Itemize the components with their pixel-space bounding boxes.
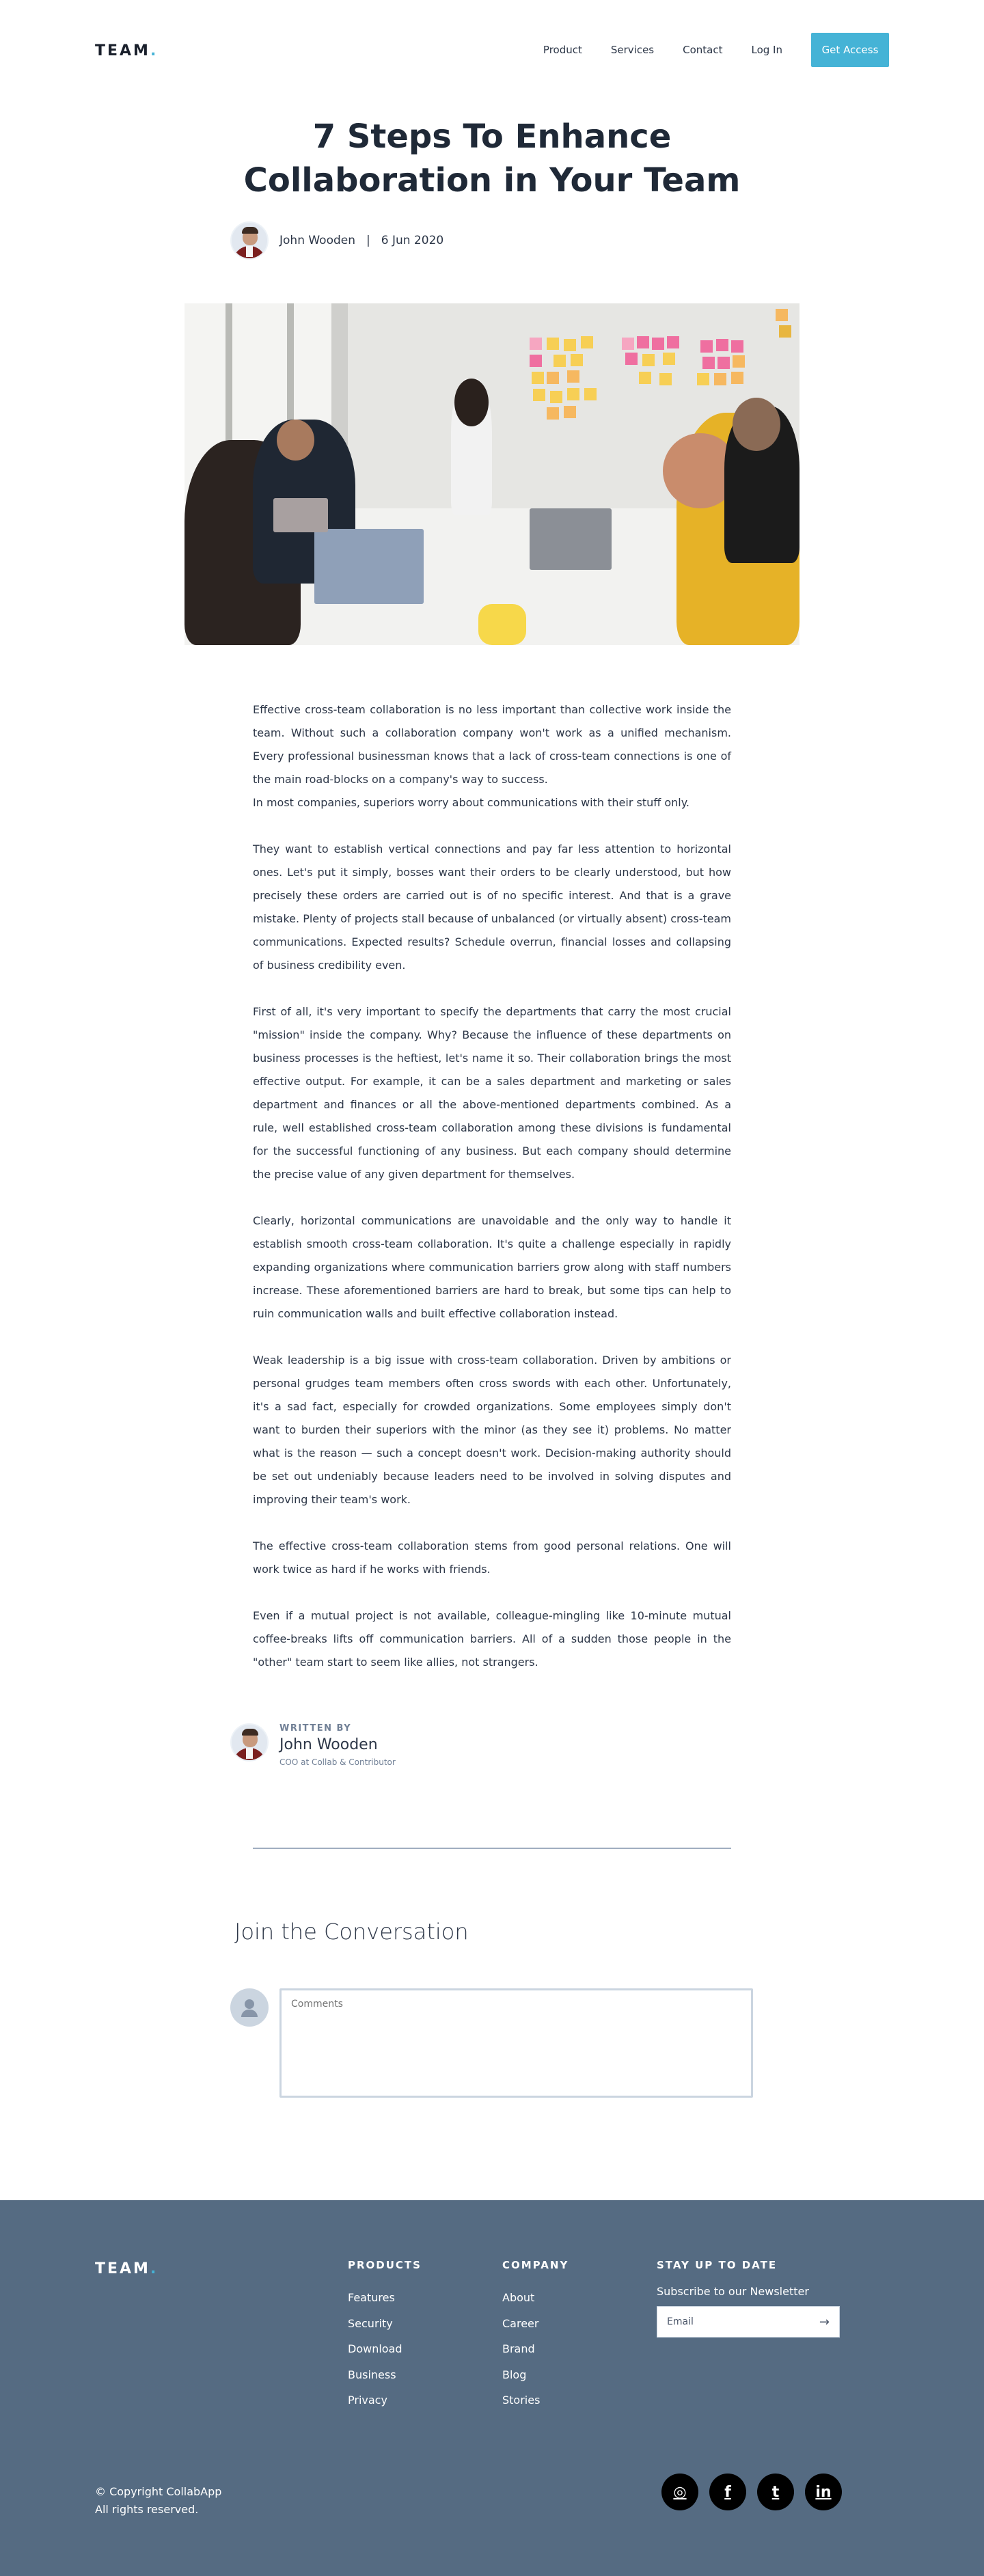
footer-link-business[interactable]: Business bbox=[348, 2368, 396, 2381]
products-heading: PRODUCTS bbox=[348, 2259, 422, 2271]
copyright: © Copyright CollabApp All rights reserved. bbox=[95, 2485, 222, 2516]
author-card bbox=[230, 1723, 396, 1767]
footer-link-features[interactable]: Features bbox=[348, 2291, 395, 2304]
newsletter-email-input[interactable] bbox=[657, 2306, 840, 2338]
nav-login[interactable]: Log In bbox=[751, 44, 782, 56]
site-footer bbox=[0, 2200, 984, 2576]
author-card-avatar bbox=[230, 1723, 269, 1762]
nav-product[interactable]: Product bbox=[543, 44, 582, 56]
linkedin-icon[interactable]: in bbox=[805, 2474, 842, 2510]
arrow-right-icon[interactable]: → bbox=[819, 2314, 830, 2329]
paragraph: First of all, it's very important to specify the departments that carry the most crucial "mission" inside the company. Why? Because the influence of these departments on business processes is the heftiest, let's name it so. Their collaboration brings the most effective output. For example, it can be a sales department and marketing or sales department and finances or all the above-mentioned departments combined. As a rule, well established cross-team collaboration among these divisions is fundamental for the successful functioning of any business. But each company should determine the precise value of any given department for themselves. bbox=[253, 1005, 731, 1181]
section-divider bbox=[253, 1848, 731, 1849]
social-links bbox=[661, 2474, 853, 2510]
footer-link-brand[interactable]: Brand bbox=[502, 2342, 535, 2355]
paragraph: In most companies, superiors worry about communications with their stuff only. bbox=[253, 796, 689, 809]
nav-services[interactable]: Services bbox=[610, 44, 655, 56]
footer-logo[interactable]: TEAM. bbox=[95, 2260, 159, 2277]
footer-link-security[interactable]: Security bbox=[348, 2316, 393, 2330]
user-placeholder-icon bbox=[230, 1988, 269, 2027]
title-line-1: 7 Steps To Enhance bbox=[312, 118, 672, 156]
paragraph: They want to establish vertical connections and pay far less attention to horizontal ones. Let's put it simply, bosses want their orders to be clearly understood, but how precisely these orders are carried out is of no specific interest. And that is a grave mistake. Plenty of projects stall because of unbalanced (or virtually absent) cross-team communications. Expected results? Schedule overrun, financial losses and collapsing of business credibility even. bbox=[253, 842, 731, 972]
facebook-icon[interactable]: f bbox=[709, 2474, 746, 2510]
footer-link-career[interactable]: Career bbox=[502, 2316, 539, 2330]
article-title bbox=[0, 115, 984, 202]
logo[interactable]: TEAM. bbox=[95, 42, 159, 59]
footer-products bbox=[348, 2259, 422, 2413]
title-line-2: Collaboration in Your Team bbox=[243, 161, 741, 200]
paragraph: The effective cross-team collaboration stems from good personal relations. One will work twice as hard if he works with friends. bbox=[253, 1539, 731, 1576]
article-body bbox=[253, 698, 731, 1697]
paragraph: Weak leadership is a big issue with cross-team collaboration. Driven by ambitions or personal grudges team members often cross swords with each other. Unfortunately, it's a sad fact, especially for crowded organizations. Some employees simply don't want to burden their superiors with the minor (as they see it) problems. No matter what is the reason — such a concept doesn't work. Decision-making authority should be set out undeniably because leaders need to be involved in solving disputes and improving their team's work. bbox=[253, 1354, 731, 1506]
footer-link-download[interactable]: Download bbox=[348, 2342, 402, 2355]
nav-contact[interactable]: Contact bbox=[683, 44, 723, 56]
footer-company bbox=[502, 2259, 569, 2413]
footer-link-stories[interactable]: Stories bbox=[502, 2394, 541, 2407]
byline bbox=[230, 221, 443, 260]
paragraph: Clearly, horizontal communications are unavoidable and the only way to handle it establish smooth cross-team collaboration. It's quite a challenge especially in rapidly expanding organizations where communication barriers grow along with staff numbers increase. These aforementioned barriers are hard to break, but some tips can help to ruin communication walls and built effective collaboration instead. bbox=[253, 1214, 731, 1320]
author-card-name[interactable]: John Wooden bbox=[279, 1736, 378, 1753]
get-access-button[interactable]: Get Access bbox=[811, 33, 889, 67]
author-card-role: COO at Collab & Contributor bbox=[279, 1757, 396, 1767]
footer-link-blog[interactable]: Blog bbox=[502, 2368, 527, 2381]
newsletter-heading: STAY UP TO DATE bbox=[657, 2259, 778, 2271]
footer-link-about[interactable]: About bbox=[502, 2291, 535, 2304]
instagram-icon[interactable]: ◎ bbox=[661, 2474, 698, 2510]
main-nav bbox=[515, 33, 889, 67]
email-placeholder: Email bbox=[667, 2316, 694, 2327]
paragraph: Even if a mutual project is not available, colleague-mingling like 10-minute mutual coffee-breaks lifts off communication barriers. All of a sudden those people in the "other" team start to seem like allies, not strangers. bbox=[253, 1609, 731, 1669]
paragraph: Effective cross-team collaboration is no less important than collective work inside the team. Without such a collaboration company won't work as a unified mechanism. Every professional businessman knows that a lack of cross-team connections is one of the main road-blocks on a company's way to success. bbox=[253, 703, 731, 786]
publish-date: 6 Jun 2020 bbox=[381, 234, 444, 247]
hero-image bbox=[184, 303, 800, 645]
footer-newsletter bbox=[657, 2259, 840, 2338]
written-by-label: WRITTEN BY bbox=[279, 1723, 352, 1734]
author-avatar bbox=[230, 221, 269, 260]
company-heading: COMPANY bbox=[502, 2259, 569, 2271]
newsletter-subtitle: Subscribe to our Newsletter bbox=[657, 2285, 809, 2298]
footer-link-privacy[interactable]: Privacy bbox=[348, 2394, 387, 2407]
site-header bbox=[0, 0, 984, 102]
author-name[interactable]: John Wooden bbox=[279, 234, 356, 247]
byline-separator: | bbox=[366, 234, 370, 247]
conversation-title: Join the Conversation bbox=[234, 1919, 469, 1945]
comment-input[interactable] bbox=[279, 1988, 753, 2098]
twitter-icon[interactable]: t bbox=[757, 2474, 794, 2510]
